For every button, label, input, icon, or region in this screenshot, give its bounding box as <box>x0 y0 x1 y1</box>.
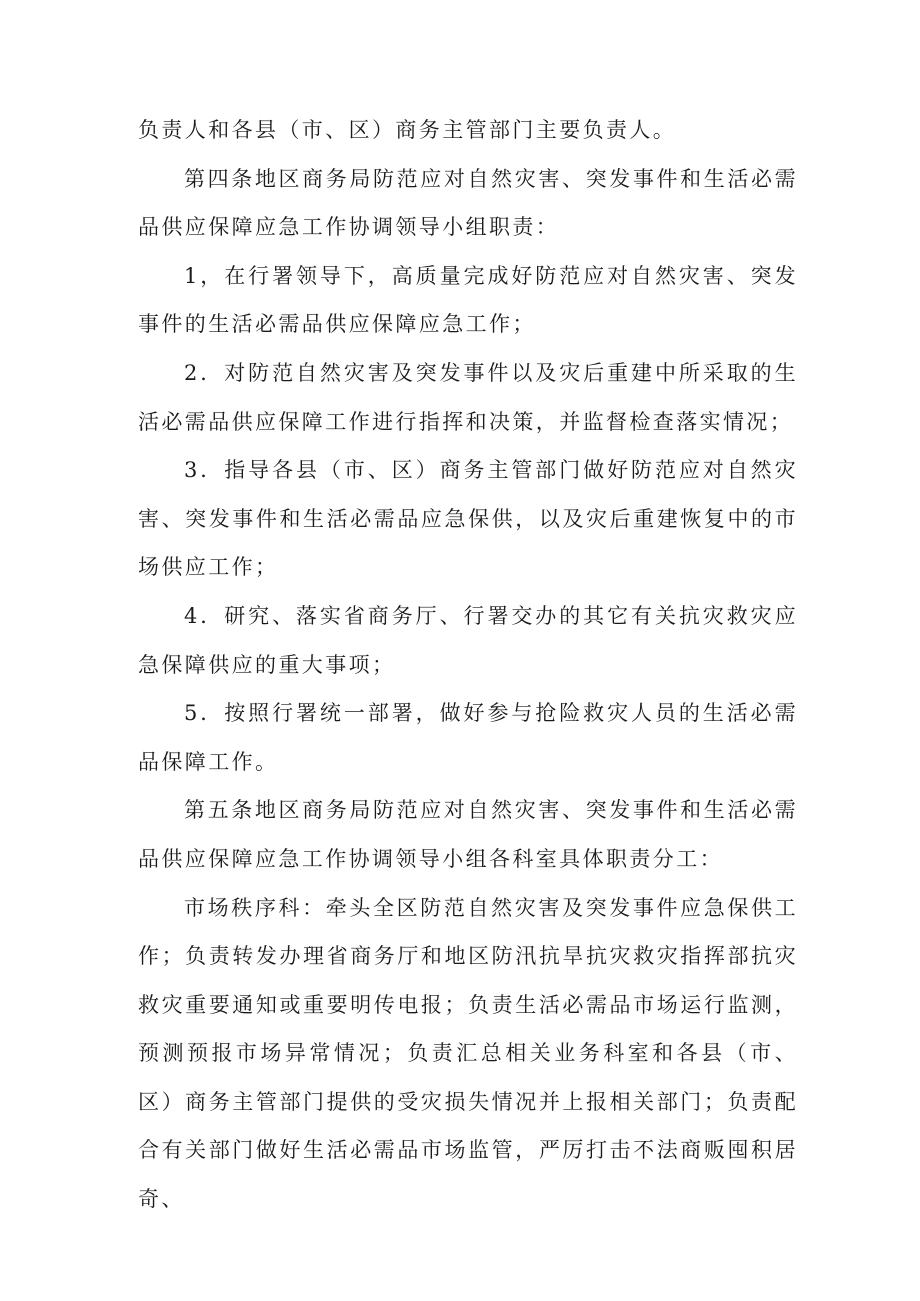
document-body <box>138 106 798 1224</box>
paragraph-1: 负责人和各县（市、区）商务主管部门主要负责人。 <box>138 118 677 142</box>
paragraph-article-5: 第五条地区商务局防范应对自然灾害、突发事件和生活必需品供应保障应急工作协调领导小组各科室具体职责分工： <box>138 798 798 871</box>
paragraph-item-2: 2．对防范自然灾害及突发事件以及灾后重建中所采取的生活必需品供应保障工作进行指挥和决策，并监督检查落实情况； <box>138 360 798 434</box>
paragraph-item-4: 4．研究、落实省商务厅、行署交办的其它有关抗灾救灾应急保障供应的重大事项； <box>138 603 798 677</box>
paragraph-article-4: 第四条地区商务局防范应对自然灾害、突发事件和生活必需品供应保障应急工作协调领导小组职责： <box>138 166 798 240</box>
paragraph-item-3: 3．指导各县（市、区）商务主管部门做好防范应对自然灾害、突发事件和生活必需品应急保供，以及灾后重建恢复中的市场供应工作； <box>138 458 798 580</box>
paragraph-item-1: 1，在行署领导下，高质量完成好防范应对自然灾害、突发事件的生活必需品供应保障应急工作； <box>138 263 798 337</box>
paragraph-item-5: 5．按照行署统一部署，做好参与抢险救灾人员的生活必需品保障工作。 <box>138 701 798 774</box>
paragraph-market-order-section: 市场秩序科：牵头全区防范自然灾害及突发事件应急保供工作；负责转发办理省商务厅和地区防汛抗旱抗灾救灾指挥部抗灾救灾重要通知或重要明传电报；负责生活必需品市场运行监测，预测预报市场异常情况；负责汇总相关业务科室和各县（市、区）商务主管部门提供的受灾损失情况并上报相关部门；负责配合有关部门做好生活必需品市场监管，严厉打击不法商贩囤积居奇、 <box>138 895 798 1212</box>
